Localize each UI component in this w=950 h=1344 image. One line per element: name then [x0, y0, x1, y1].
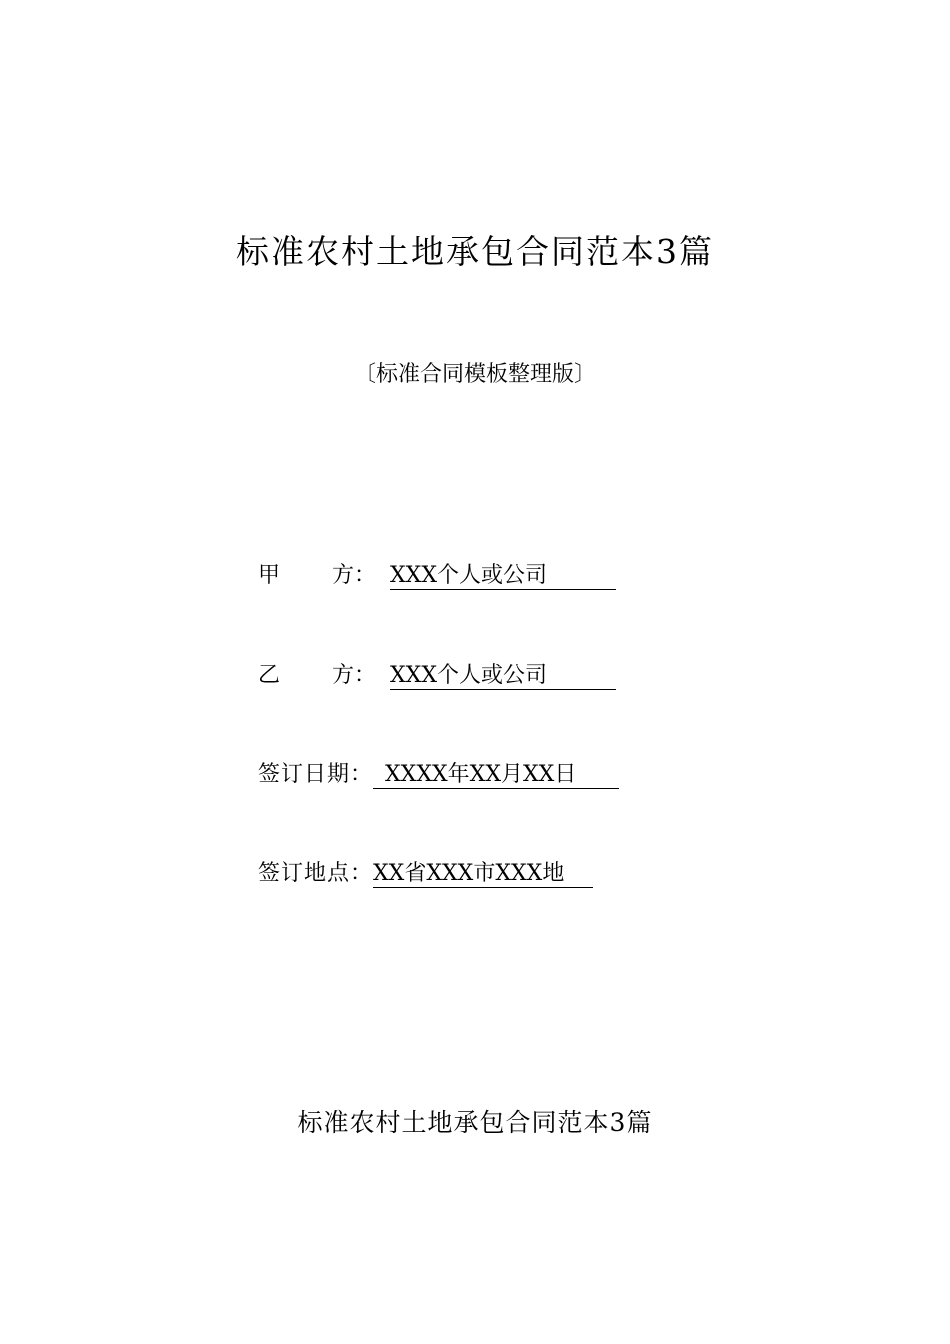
- sign-place-field: [258, 857, 593, 891]
- sign-date-label: 签订日期：: [258, 762, 374, 787]
- sign-place-value: XX省XXX市XXX地: [373, 862, 593, 888]
- party-b-label-suffix: 方：: [331, 663, 376, 688]
- document-subtitle: 〔标准合同模板整理版〕: [353, 362, 596, 387]
- party-b-value: XXX个人或公司: [390, 664, 616, 690]
- party-b-field: [258, 659, 616, 693]
- party-a-value: XXX个人或公司: [390, 564, 616, 590]
- sign-date-value: XXXX年XX月XX日: [373, 763, 619, 789]
- sign-place-label: 签订地点：: [258, 861, 374, 886]
- sign-date-field: [258, 758, 619, 792]
- footer-title: 标准农村土地承包合同范本3篇: [297, 1108, 653, 1137]
- party-a-label-char: 甲: [258, 563, 281, 588]
- document-title: 标准农村土地承包合同范本3篇: [236, 232, 714, 271]
- party-a-field: [258, 559, 616, 593]
- party-a-label-suffix: 方：: [331, 563, 376, 588]
- party-b-label-char: 乙: [258, 663, 281, 688]
- party-b-label: [258, 659, 376, 693]
- party-a-label: [258, 559, 376, 593]
